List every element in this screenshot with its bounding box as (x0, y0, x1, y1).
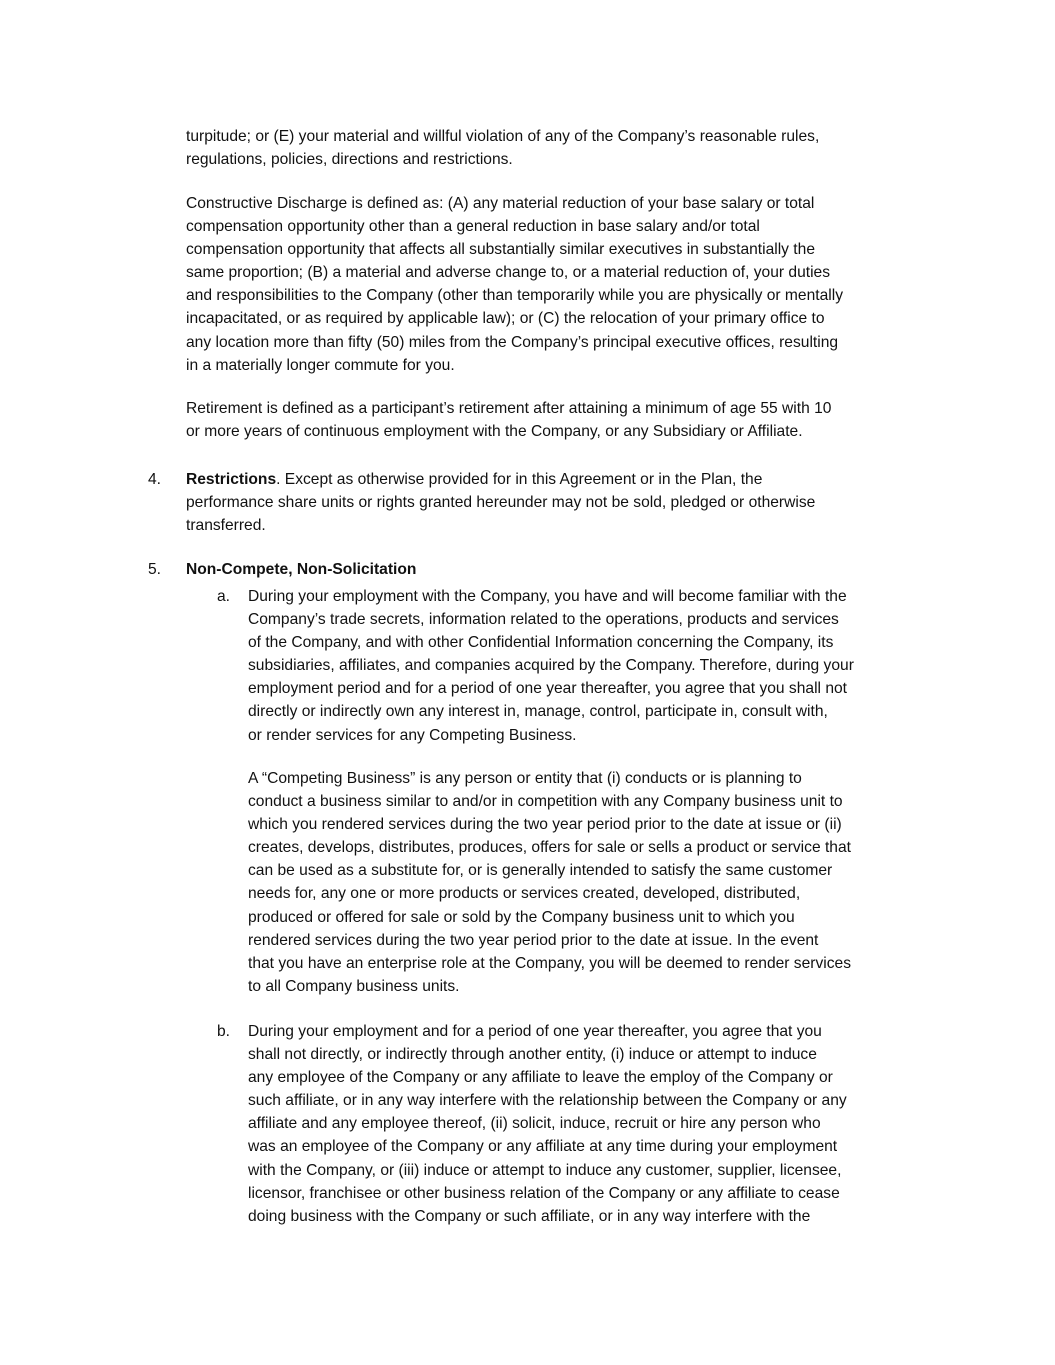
retirement-paragraph (186, 397, 831, 443)
text-line: rendered services during the two year period prior to the date at issue. In the event (248, 931, 819, 949)
text-line: . Except as otherwise provided for in this Agreement or in the Plan, the (276, 471, 763, 488)
text-line: shall not directly, or indirectly through another entity, (i) induce or attempt to induce (248, 1046, 817, 1064)
section-5a-label: a. (217, 588, 231, 605)
text-line: of the Company, and with other Confidential Information concerning the Company, its (248, 634, 834, 652)
text-line: any employee of the Company or any affiliate to leave the employ of the Company or (248, 1069, 833, 1087)
intro-paragraph (186, 125, 819, 171)
text-line: A “Competing Business” is any person or entity that (i) conducts or is planning to (248, 770, 802, 787)
text-line: affiliate and any employee thereof, (ii) solicit, induce, recruit or hire any person who (248, 1115, 821, 1133)
text-line: same proportion; (B) a material and adverse change to, or a material reduction of, your duties (186, 264, 831, 282)
text-line: During your employment and for a period of one year thereafter, you agree that you (248, 1023, 822, 1040)
text-line: performance share units or rights granted hereunder may not be sold, pledged or otherwise (186, 494, 816, 512)
text-line: which you rendered services during the two year period prior to the date at issue or (ii) (248, 816, 842, 834)
text-line: licensor, franchisee or other business relation of the Company or any affiliate to cease (248, 1184, 840, 1202)
text-line: with the Company, or (iii) induce or attempt to induce any customer, supplier, licensee, (248, 1161, 842, 1179)
text-line: was an employee of the Company or any affiliate at any time during your employment (248, 1138, 838, 1156)
text-line: or render services for any Competing Business. (248, 726, 577, 744)
section-4-number: 4. (148, 471, 162, 488)
text-line: can be used as a substitute for, or is generally intended to satisfy the same customer (248, 862, 833, 880)
text-line: to all Company business units. (248, 977, 460, 995)
text-line: compensation opportunity that affects all substantially similar executives in substantially the (186, 241, 815, 259)
section-5a-paragraph (248, 585, 854, 747)
text-line: conduct a business similar to and/or in competition with any Company business unit to (248, 793, 843, 811)
text-line: creates, develops, distributes, produces, offers for sale or sells a product or service that (248, 839, 851, 857)
section-5-heading: Non-Compete, Non-Solicitation (186, 561, 417, 578)
text-line: needs for, any one or more products or services created, developed, distributed, (248, 885, 801, 903)
text-line: in a materially longer commute for you. (186, 356, 455, 374)
text-line: any location more than fifty (50) miles from the Company’s principal executive offices, resulting (186, 333, 839, 351)
text-line: employment period and for a period of one year thereafter, you agree that you shall not (248, 680, 848, 698)
text-line: produced or offered for sale or sold by the Company business unit to which you (248, 908, 795, 926)
text-line: incapacitated, or as required by applicable law); or (C) the relocation of your primary office to (186, 310, 825, 328)
text-line: such affiliate, or in any way interfere with the relationship between the Company or any (248, 1092, 847, 1110)
text-line: turpitude; or (E) your material and willful violation of any of the Company’s reasonable rules, (186, 128, 820, 145)
text-line: subsidiaries, affiliates, and companies acquired by the Company. Therefore, during your (248, 657, 854, 675)
text-line: Constructive Discharge is defined as: (A) any material reduction of your base salary or total (186, 195, 815, 212)
text-line: doing business with the Company or such affiliate, or in any way interfere with the (248, 1207, 811, 1225)
text-line: or more years of continuous employment with the Company, or any Subsidiary or Affiliate. (186, 423, 803, 441)
text-line: regulations, policies, directions and restrictions. (186, 151, 513, 169)
section-5-number: 5. (148, 561, 162, 578)
constructive-discharge-paragraph (186, 192, 843, 377)
text-line: Company’s trade secrets, information related to the operations, products and services (248, 611, 839, 629)
text-line: that you have an enterprise role at the Company, you will be deemed to render services (248, 954, 852, 972)
text-line: Retirement is defined as a participant’s retirement after attaining a minimum of age 55 with 10 (186, 400, 832, 417)
section-5b-paragraph (248, 1020, 847, 1228)
text-line: and responsibilities to the Company (other than temporarily while you are physically or mentally (186, 287, 843, 305)
competing-business-paragraph (248, 767, 851, 998)
text-line: transferred. (186, 517, 266, 535)
text-line: During your employment with the Company, you have and will become familiar with the (248, 588, 847, 605)
section-4-heading: Restrictions (186, 471, 277, 488)
text-line: compensation opportunity other than a general reduction in base salary and/or total (186, 218, 760, 236)
text-line: directly or indirectly own any interest in, manage, control, participate in, consult with, (248, 703, 828, 721)
section-4-first-line (186, 468, 815, 491)
section-5b-label: b. (217, 1023, 231, 1040)
section-4-restrictions (186, 468, 815, 537)
